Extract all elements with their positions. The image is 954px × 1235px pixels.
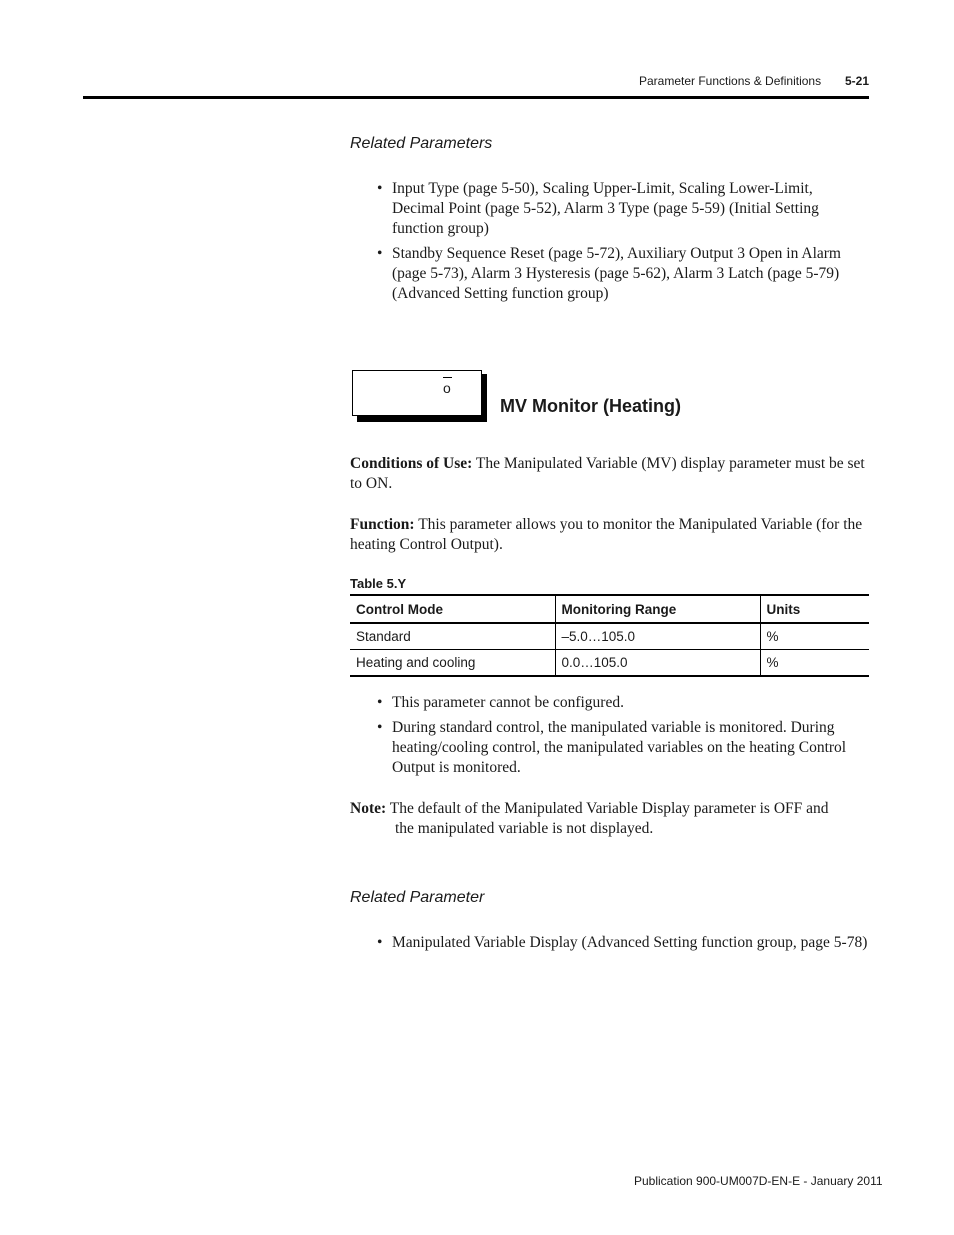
bullet-icon: • <box>377 245 383 262</box>
table-cell: % <box>760 650 869 677</box>
notes-list <box>377 693 869 783</box>
bullet-icon: • <box>377 719 383 736</box>
page-number: 5-21 <box>845 74 870 88</box>
conditions-paragraph <box>350 454 870 494</box>
conditions-label: Conditions of Use: <box>350 455 473 472</box>
list-item <box>377 244 869 304</box>
related-parameters-heading: Related Parameters <box>350 135 493 152</box>
note-block <box>350 799 870 839</box>
related-parameter-list <box>377 933 869 958</box>
related-parameters-list <box>377 179 869 309</box>
list-item <box>377 933 869 953</box>
note-bullet-text: This parameter cannot be configured. <box>392 694 624 711</box>
table-header-cell: Control Mode <box>350 595 555 623</box>
table-cell: Standard <box>350 623 555 650</box>
header-section-title: Parameter Functions & Definitions <box>639 74 822 88</box>
list-item <box>377 718 869 778</box>
related-parameter-item: Input Type (page 5-50), Scaling Upper-Limit, Scaling Lower-Limit, Decimal Point (page 5-52), Alarm 3 Type (page 5-59) (Initial Setting function group) <box>392 180 819 237</box>
function-label: Function: <box>350 516 415 533</box>
display-symbol <box>443 377 452 396</box>
bullet-icon: • <box>377 934 383 951</box>
bullet-icon: • <box>377 180 383 197</box>
table-header-cell: Units <box>760 595 869 623</box>
table-caption: Table 5.Y <box>350 576 407 591</box>
list-item <box>377 693 869 713</box>
table-cell: –5.0…105.0 <box>555 623 760 650</box>
display-symbol-overbar <box>443 377 452 378</box>
display-symbol-text: o <box>443 380 451 396</box>
table-cell: Heating and cooling <box>350 650 555 677</box>
footer-publication: Publication 900-UM007D-EN-E - January 2011 <box>634 1174 883 1188</box>
note-line-1: The default of the Manipulated Variable Display parameter is OFF and <box>389 800 829 817</box>
table-header-row <box>350 595 869 623</box>
related-parameter-item: Standby Sequence Reset (page 5-72), Auxiliary Output 3 Open in Alarm (page 5-73), Alarm 3 Hysteresis (page 5-62), Alarm 3 Latch (page 5-79) (Advanced Setting function group) <box>392 245 841 302</box>
table-header-cell: Monitoring Range <box>555 595 760 623</box>
note-label: Note: <box>350 800 387 817</box>
function-text: This parameter allows you to monitor the Manipulated Variable (for the heating Control Output). <box>350 516 863 553</box>
table-row <box>350 650 869 677</box>
list-item <box>377 179 869 239</box>
note-bullet-text: During standard control, the manipulated variable is monitored. During heating/cooling control, the manipulated variables on the heating Control Output is monitored. <box>392 719 847 776</box>
related-parameter-item: Manipulated Variable Display (Advanced Setting function group, page 5-78) <box>392 934 868 951</box>
table-cell: % <box>760 623 869 650</box>
related-parameter-heading: Related Parameter <box>350 889 485 906</box>
table-cell: 0.0…105.0 <box>555 650 760 677</box>
monitoring-range-table <box>350 594 869 677</box>
conditions-text: The Manipulated Variable (MV) display parameter must be set to ON. <box>350 455 865 492</box>
header-rule <box>83 96 869 99</box>
note-line-2: the manipulated variable is not displayed. <box>395 820 654 837</box>
function-paragraph <box>350 515 870 555</box>
parameter-display-box <box>352 370 482 416</box>
bullet-icon: • <box>377 694 383 711</box>
section-title: MV Monitor (Heating) <box>500 396 681 416</box>
table-row <box>350 623 869 650</box>
